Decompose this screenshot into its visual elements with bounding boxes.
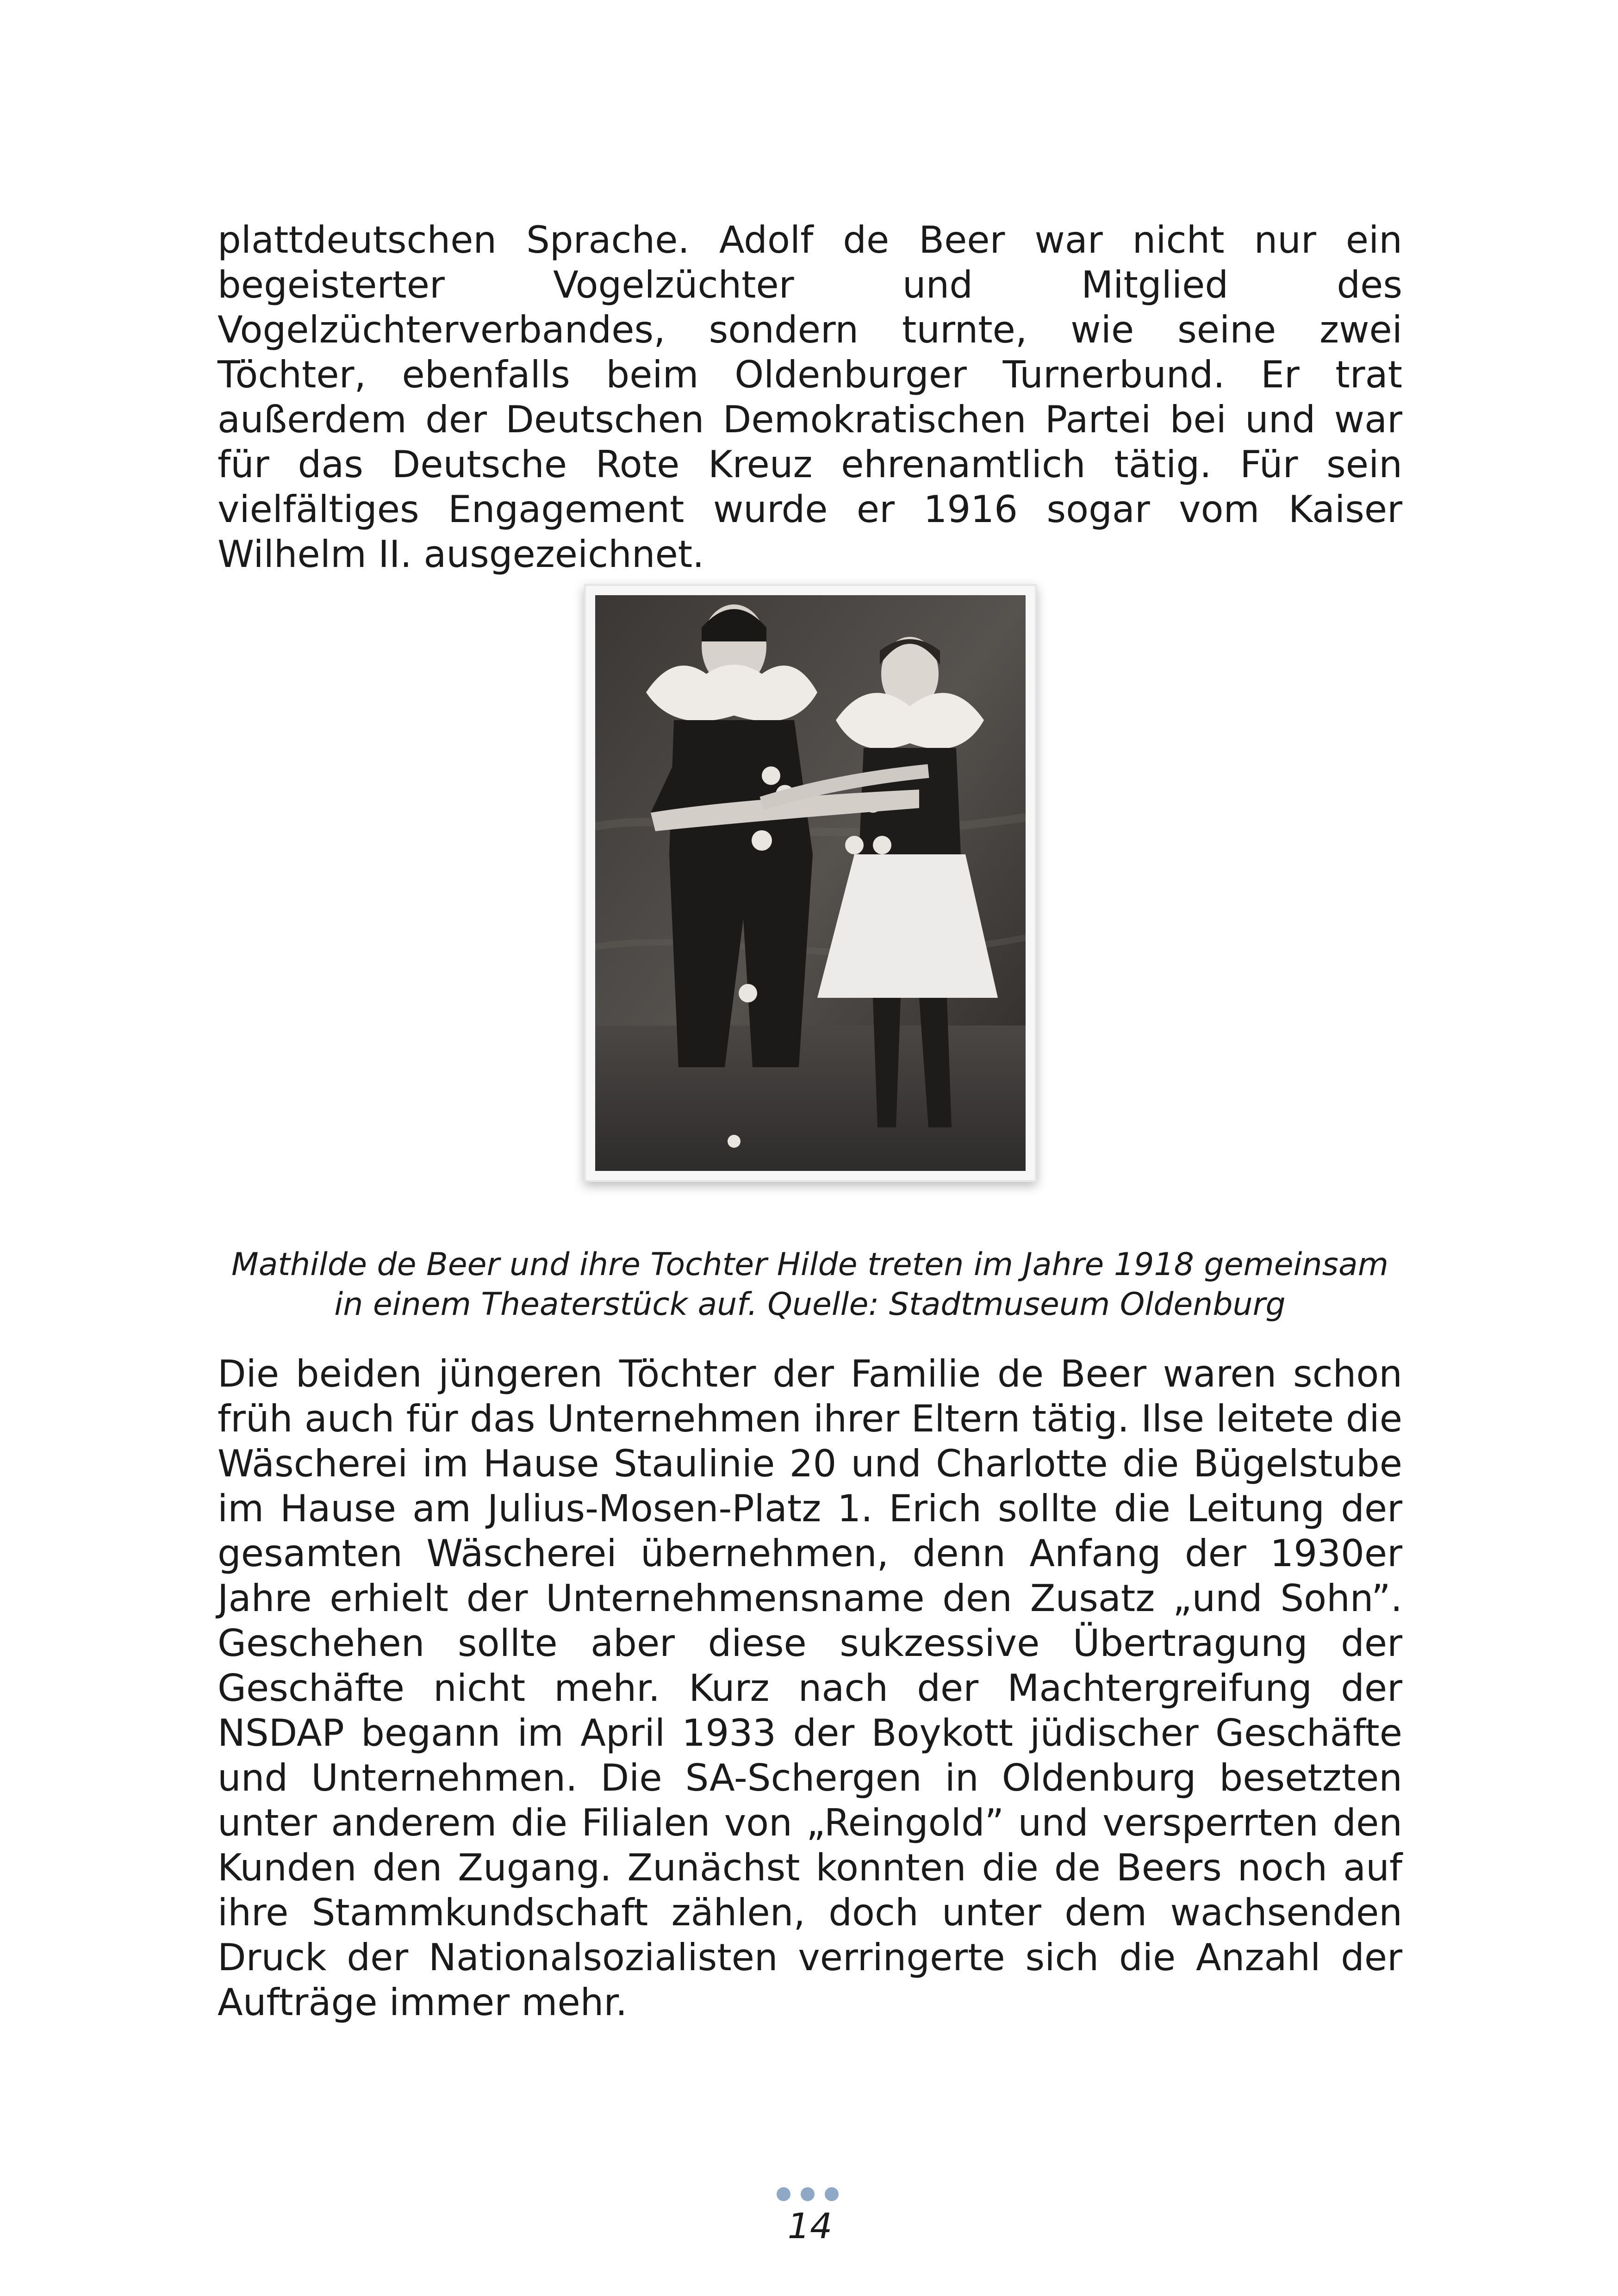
ornament-dot bbox=[825, 2187, 839, 2201]
body-paragraph-2: Die beiden jüngeren Töchter der Familie de Beer waren schon früh auch für das Unternehmen ihrer Eltern tätig. Ilse leitete die Wäscherei im Hause Staulinie 20 und Charlotte die Bügelstube im Hause am Julius-Mosen-Platz 1. Erich sollte die Leitung der gesamten Wäscherei übernehmen, denn Anfang der 1930er Jahre erhielt der Unternehmensname den Zusatz „und Sohn”. Geschehen sollte aber diese sukzessive Übertragung der Geschäfte nicht mehr. Kurz nach der Machtergreifung der NSDAP begann im April 1933 der Boykott jüdischer Geschäfte und Unternehmen. Die SA-Schergen in Oldenburg besetzten unter anderem die Filialen von „Reingold” und versperrten den Kunden den Zugang. Zunächst konnten die de Beers noch auf ihre Stammkundschaft zählen, doch unter dem wachsenden Druck der Nationalsozialisten verringerte sich die Anzahl der Aufträge immer mehr. bbox=[218, 1352, 1402, 2024]
historical-photo bbox=[584, 584, 1037, 1182]
ornament-dot bbox=[777, 2187, 790, 2201]
caption-line-1: Mathilde de Beer und ihre Tochter Hilde treten im Jahre 1918 gemeinsam bbox=[231, 1246, 1388, 1283]
caption-line-2: in einem Theaterstück auf. Quelle: Stadtmuseum Oldenburg bbox=[334, 1286, 1286, 1323]
page-number: 14 bbox=[787, 2205, 833, 2246]
body-paragraph-1: plattdeutschen Sprache. Adolf de Beer war nicht nur ein begeisterter Vogelzüchter und Mitglied des Vogelzüchterverbandes, sondern turnte, wie seine zwei Töchter, ebenfalls beim Oldenburger Turnerbund. Er trat außerdem der Deutschen Demokratischen Partei bei und war für das Deutsche Rote Kreuz ehrenamtlich tätig. Für sein vielfältiges Engagement wurde er 1916 sogar vom Kaiser Wilhelm II. ausgezeichnet. bbox=[218, 218, 1402, 576]
figure-caption bbox=[185, 1245, 1435, 1325]
page-ornament bbox=[777, 2187, 839, 2201]
photo-illustration bbox=[595, 595, 1026, 1171]
ornament-dot bbox=[801, 2187, 815, 2201]
